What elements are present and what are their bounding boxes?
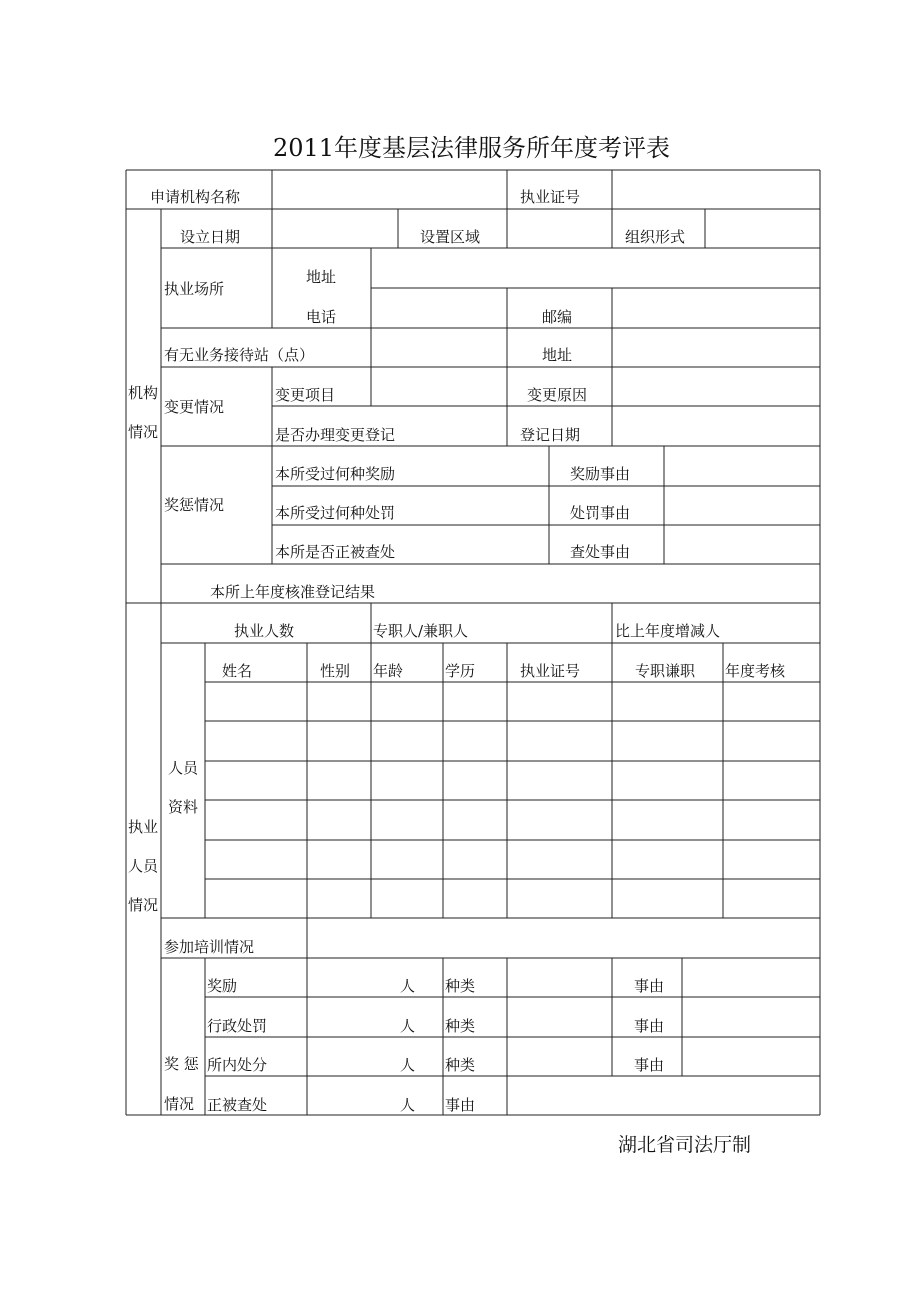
reward-reason-field[interactable] [665,447,819,485]
yoy-change-label: 比上年度增减人 [615,622,721,640]
phone-field[interactable] [372,289,506,327]
staff-section-label-2: 人员 [128,857,159,875]
internal-penalty-kind-label: 种类 [445,1056,476,1074]
penalty-reason-field[interactable] [665,487,819,524]
investigated-label: 正被查处 [207,1096,268,1114]
register-date-label: 登记日期 [520,426,581,444]
under-investigation-label: 本所是否正被查处 [275,543,396,561]
admin-penalty-reason-label: 事由 [634,1017,665,1035]
reception-address-field[interactable] [613,329,819,366]
rewards-received-label: 本所受过何种奖励 [275,465,396,483]
reception-field[interactable] [372,329,506,366]
change-reason-field[interactable] [613,368,819,405]
col-name-header: 姓名 [222,662,253,680]
staff-section-label-3: 情况 [128,896,159,914]
rp-section-label-1: 奖 惩 [164,1055,199,1073]
address-field[interactable] [372,249,819,287]
personnel-label-2: 资料 [168,798,199,816]
form-title: 2011年度基层法律服务所年度考评表 [272,134,671,162]
col-license-header: 执业证号 [520,662,581,680]
admin-penalty-label: 行政处罚 [207,1017,268,1035]
reception-address-label: 地址 [542,346,573,364]
change-item-label: 变更项目 [275,386,336,404]
reward-kind-label: 种类 [445,977,476,995]
license-no-field[interactable] [613,171,819,208]
address-label: 地址 [306,268,337,286]
training-label: 参加培训情况 [164,938,255,956]
investigated-reason-label: 事由 [445,1096,476,1114]
premises-label: 执业场所 [164,280,225,298]
org-form-label: 组织形式 [625,228,686,246]
setup-date-field[interactable] [273,210,397,247]
admin-penalty-kind-label: 种类 [445,1017,476,1035]
col-age-header: 年龄 [373,662,404,680]
applicant-name-label: 申请机构名称 [150,188,241,206]
penalty-reason-label: 处罚事由 [570,504,631,522]
setup-region-label: 设置区域 [420,228,481,246]
col-gender-header: 性别 [320,662,351,680]
change-registered-label: 是否办理变更登记 [275,426,396,444]
setup-region-field[interactable] [508,210,611,247]
applicant-name-field[interactable] [273,171,506,208]
reception-label: 有无业务接待站（点） [164,346,315,364]
reward-reason-label: 奖励事由 [570,465,631,483]
license-no-label: 执业证号 [520,188,581,206]
register-date-field[interactable] [613,407,819,445]
investigated-persons-unit: 人 [400,1096,416,1114]
org-form-field[interactable] [706,210,819,247]
setup-date-label: 设立日期 [180,228,241,246]
reward-label: 奖励 [207,977,238,995]
change-reason-label: 变更原因 [527,386,588,404]
training-field[interactable] [308,919,819,957]
org-section-label-2: 情况 [128,423,159,441]
staff-section-label-1: 执业 [128,818,159,836]
internal-penalty-reason-label: 事由 [634,1056,665,1074]
change-item-field[interactable] [372,368,506,405]
admin-penalty-persons-unit: 人 [400,1017,416,1035]
penalties-received-label: 本所受过何种处罚 [275,504,396,522]
staff-count-label: 执业人数 [234,622,295,640]
reward-persons-unit: 人 [400,977,416,995]
postcode-field[interactable] [613,289,819,327]
phone-label: 电话 [306,308,337,326]
col-fulltime-header: 专职谦职 [635,662,696,680]
investigation-reason-label: 查处事由 [570,543,631,561]
org-section-label-1: 机构 [128,384,159,402]
rp-section-label-2: 情况 [164,1095,195,1113]
investigated-reason-field[interactable] [508,1077,819,1114]
last-year-result-label: 本所上年度核准登记结果 [210,583,376,601]
rewards-penalties-label: 奖惩情况 [164,496,225,514]
full-part-time-label: 专职人/兼职人 [373,622,469,640]
internal-penalty-persons-unit: 人 [400,1056,416,1074]
issuer-footer: 湖北省司法厅制 [618,1134,752,1156]
personnel-label-1: 人员 [168,759,199,777]
last-year-result-field[interactable] [400,565,819,602]
changes-label: 变更情况 [164,398,225,416]
col-education-header: 学历 [445,662,476,680]
reward-reason-col-label: 事由 [634,977,665,995]
postcode-label: 邮编 [542,308,573,326]
internal-penalty-label: 所内处分 [207,1056,268,1074]
col-annual-header: 年度考核 [725,662,786,680]
investigation-reason-field[interactable] [665,526,819,563]
